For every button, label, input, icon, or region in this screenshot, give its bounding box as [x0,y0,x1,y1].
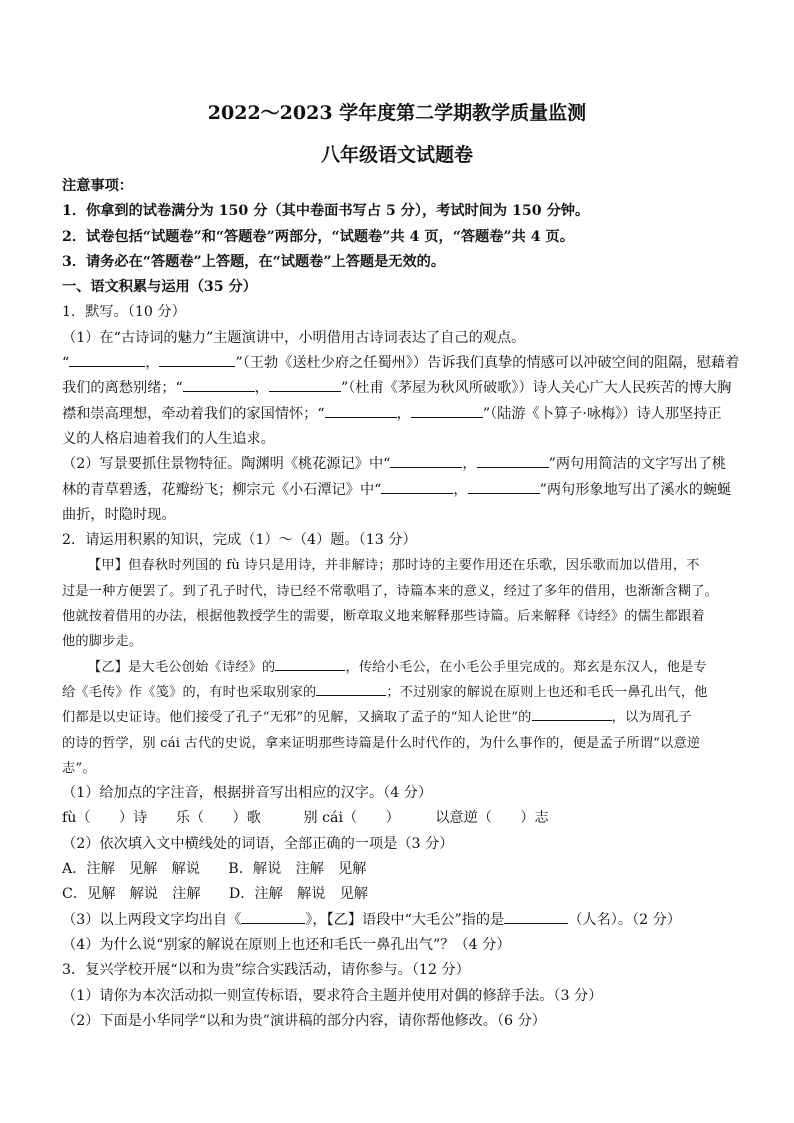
answer-blank[interactable] [532,706,612,721]
question-1-title: 1．默写。（10 分） [62,304,186,321]
answer-blank[interactable] [316,681,386,696]
sub-question: （4）为什么说“别家的解说在原则上也还和毛氏一鼻孔出气”？（4 分） [62,936,511,953]
passage-jia-line: 【甲】但春秋时列国的 fù 诗只是用诗，并非解诗；那时诗的主要作用还在乐歌，因乐歌而加以借用，不 [88,558,700,574]
notice-item: 1．你拿到的试卷满分为 150 分（其中卷面书写占 5 分），考试时间为 150 分钟。 [62,203,590,220]
passage-yi-line: 的诗的哲学，别 cái 古代的史说，拿来证明那些诗篇是什么时代作的，为什么事作的，便是孟子所谓“以意逆 [62,735,701,751]
sub-question: （1）给加点的字注音，根据拼音写出相应的汉字。（4 分） [62,785,433,802]
passage-jia-line: 他的脚步走。 [62,634,143,650]
question-text: （2）写景要抓住景物特征。陶渊明《桃花源记》中“ ， ”两句用简洁的文字写出了桃 [62,452,734,477]
answer-blank[interactable] [381,479,453,494]
question-text: 我们的离愁别绪；“ ， ”（杜甫《茅屋为秋风所破歌》）诗人关心广大人民疾苦的博大胸 [62,376,734,401]
answer-blank[interactable] [325,403,397,418]
question-text: 林的青草碧透，花瓣纷飞；柳宗元《小石潭记》中“ ， ”两句形象地写出了溪水的蜿蜒 [62,478,734,503]
question-text: 义的人格启迪着我们的人生追求。 [62,430,275,447]
answer-blank[interactable] [241,909,305,924]
choice-options: A．注解 见解 解说 B．解说 注解 见解 [62,861,367,878]
answer-blank[interactable] [275,656,345,671]
question-3-title: 3．复兴学校开展“以和为贵”综合实践活动，请你参与。（12 分） [62,962,470,979]
question-text: “ ， ”（王勃《送杜少府之任蜀州》）告诉我们真挚的情感可以冲破空间的阻隔，慰藉着 [62,351,734,376]
passage-yi-line: 们都是以史证诗。他们接受了孔子“无邪”的见解，又摘取了孟子的“知人论世”的 ，以为周孔子 [62,705,734,730]
answer-blank[interactable] [269,377,341,392]
passage-jia-line: 他就按着借用的办法，根据他教授学生的需要，断章取义地来解释那些诗篇。后来解释《诗经》的儒生都跟着 [62,609,705,625]
question-text: 曲折，时隐时现。 [62,506,176,523]
answer-blank[interactable] [69,352,145,367]
question-text: 襟和崇高理想，牵动着我们的家国情怀；“ ， ”（陆游《卜算子·咏梅》）诗人那坚持正 [62,402,734,427]
answer-blank[interactable] [411,403,483,418]
answer-blank[interactable] [183,377,255,392]
pinyin-answer-row: fù（ ）诗 乐（ ）歌 别 cái（ ） 以意逆（ ）志 [62,810,549,827]
sub-question: （2）依次填入文中横线处的词语，全部正确的一项是（3 分） [62,835,454,852]
exam-title: 2022～2023 学年度第二学期教学质量监测 [207,102,587,124]
question-2-title: 2．请运用积累的知识，完成（1）～（4）题。（13 分） [62,532,417,549]
passage-yi-line: 志”。 [62,760,96,776]
passage-yi-line: 给《毛传》作《笺》的，有时也采取别家的 ；不过别家的解说在原则上也还和毛氏一鼻孔出气，他 [62,680,734,705]
sub-question: （3）以上两段文字均出自《 》，【乙】语段中“大毛公”指的是 （人名）。（2 分） [62,908,734,933]
exam-content [62,174,740,1034]
passage-jia-line: 过是一种方便罢了。到了孔子时代，诗已经不常歌唱了，诗篇本来的意义，经过了多年的借用，也渐渐含糊了。 [62,583,718,599]
answer-blank[interactable] [504,909,568,924]
sub-question: （2）下面是小华同学“以和为贵”演讲稿的部分内容，请你帮他修改。（6 分） [62,1012,546,1029]
sub-question: （1）请你为本次活动拟一则宣传标语，要求符合主题并使用对偶的修辞手法。（3 分） [62,987,603,1004]
answer-blank[interactable] [477,453,549,468]
exam-subtitle: 八年级语文试题卷 [320,144,473,166]
answer-blank[interactable] [468,479,540,494]
passage-yi-line: 【乙】是大毛公创始《诗经》的 ，传给小毛公，在小毛公手里完成的。郑玄是东汉人，他是专 [62,655,734,680]
question-text: （1）在“古诗词的魅力”主题演讲中，小明借用古诗词表达了自己的观点。 [62,329,526,346]
choice-options: C．见解 解说 注解 D．注解 解说 见解 [62,886,368,903]
section-heading: 一、语文积累与运用（35 分） [62,279,257,296]
answer-blank[interactable] [390,453,462,468]
notice-item: 3．请务必在“答题卷”上答题，在“试题卷”上答题是无效的。 [62,253,446,270]
notice-item: 2．试卷包括“试题卷”和“答题卷”两部分，“试题卷”共 4 页，“答题卷”共 4 页。 [62,228,574,245]
answer-blank[interactable] [159,352,235,367]
notice-heading: 注意事项： [62,178,133,194]
